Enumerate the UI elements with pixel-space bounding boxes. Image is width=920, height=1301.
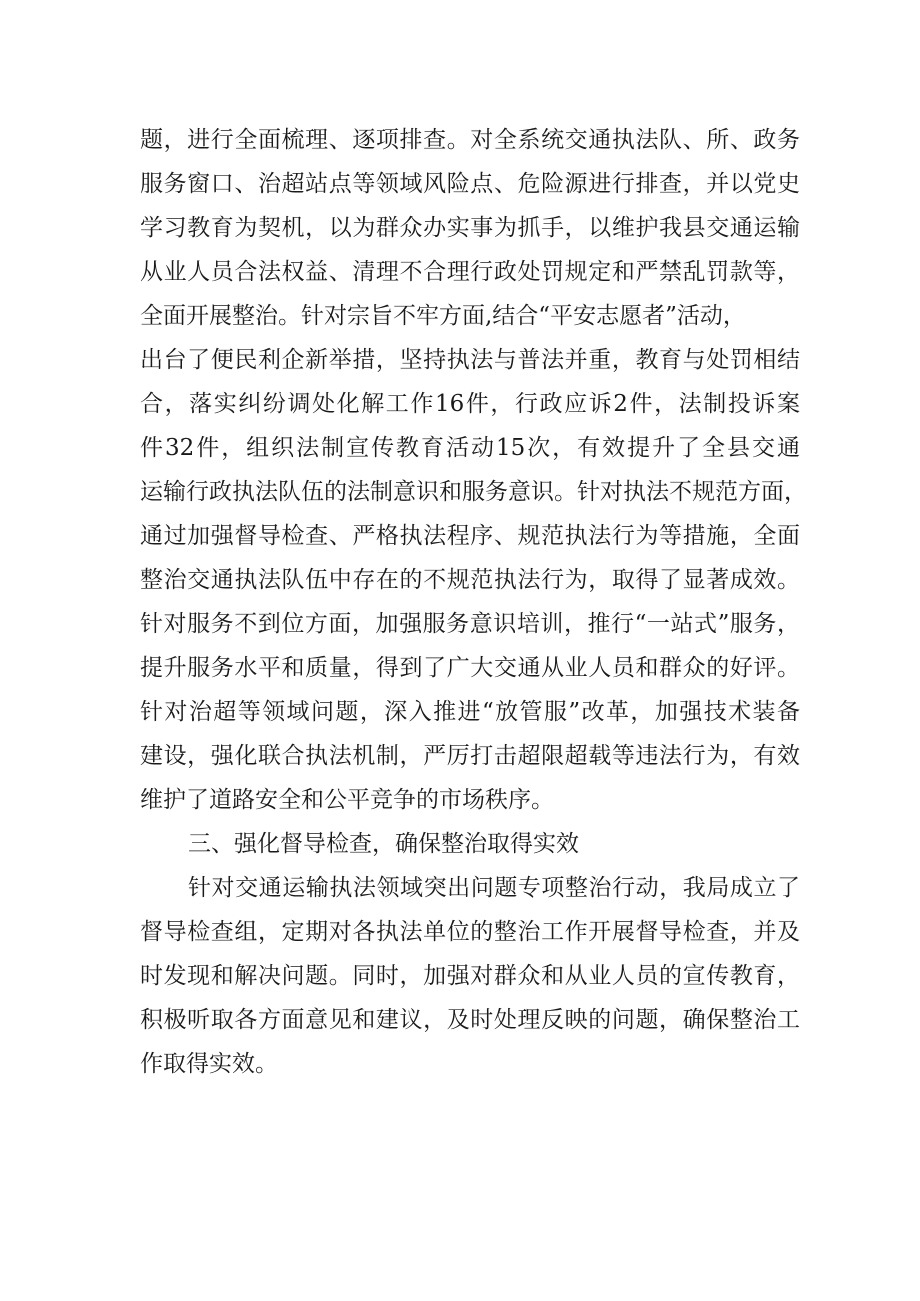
text-line: 服务窗口、治超站点等领域风险点、危险源进行排查，并以党史 — [140, 171, 800, 197]
document-body — [140, 118, 807, 1086]
text-line: 整治交通执法队伍中存在的不规范执法行为，取得了显著成效。 — [140, 567, 800, 593]
text-line: 从业人员合法权益、清理不合理行政处罚规定和严禁乱罚款等， — [140, 259, 800, 285]
text-line: 建设，强化联合执法机制，严厉打击超限超载等违法行为，有效 — [140, 743, 800, 769]
text-line: 件32件，组织法制宣传教育活动15次，有效提升了全县交通 — [140, 435, 800, 461]
text-line: 针对交通运输执法领域突出问题专项整治行动，我局成立了 — [188, 875, 800, 901]
text-line: 针对服务不到位方面，加强服务意识培训，推行“一站式”服务， — [140, 611, 800, 637]
text-line: 题，进行全面梳理、逐项排查。对全系统交通执法队、所、政务 — [140, 127, 800, 153]
paragraph-2 — [140, 866, 800, 1086]
paragraph-1 — [140, 118, 807, 822]
text-line: 维护了道路安全和公平竞争的市场秩序。 — [140, 787, 554, 813]
text-line: 通过加强督导检查、严格执法程序、规范执法行为等措施，全面 — [140, 523, 800, 549]
text-line: 作取得实效。 — [140, 1051, 278, 1077]
text-line: 运输行政执法队伍的法制意识和服务意识。针对执法不规范方面， — [140, 479, 807, 505]
section-heading: 三、强化督导检查，确保整治取得实效 — [188, 831, 579, 857]
text-line: 出台了便民利企新举措，坚持执法与普法并重，教育与处罚相结 — [140, 347, 800, 373]
text-line: 全面开展整治。针对宗旨不牢方面,结合“平安志愿者”活动， — [140, 303, 746, 329]
text-line: 针对治超等领域问题，深入推进“放管服”改革，加强技术装备 — [140, 699, 800, 725]
text-line: 提升服务水平和质量，得到了广大交通从业人员和群众的好评。 — [140, 655, 800, 681]
text-line: 积极听取各方面意见和建议，及时处理反映的问题，确保整治工 — [140, 1007, 800, 1033]
text-line: 时发现和解决问题。同时，加强对群众和从业人员的宣传教育， — [140, 963, 800, 989]
text-line: 学习教育为契机，以为群众办实事为抓手，以维护我县交通运输 — [140, 215, 800, 241]
text-line: 督导检查组，定期对各执法单位的整治工作开展督导检查，并及 — [140, 919, 800, 945]
text-line: 合，落实纠纷调处化解工作16件，行政应诉2件，法制投诉案 — [140, 391, 800, 417]
